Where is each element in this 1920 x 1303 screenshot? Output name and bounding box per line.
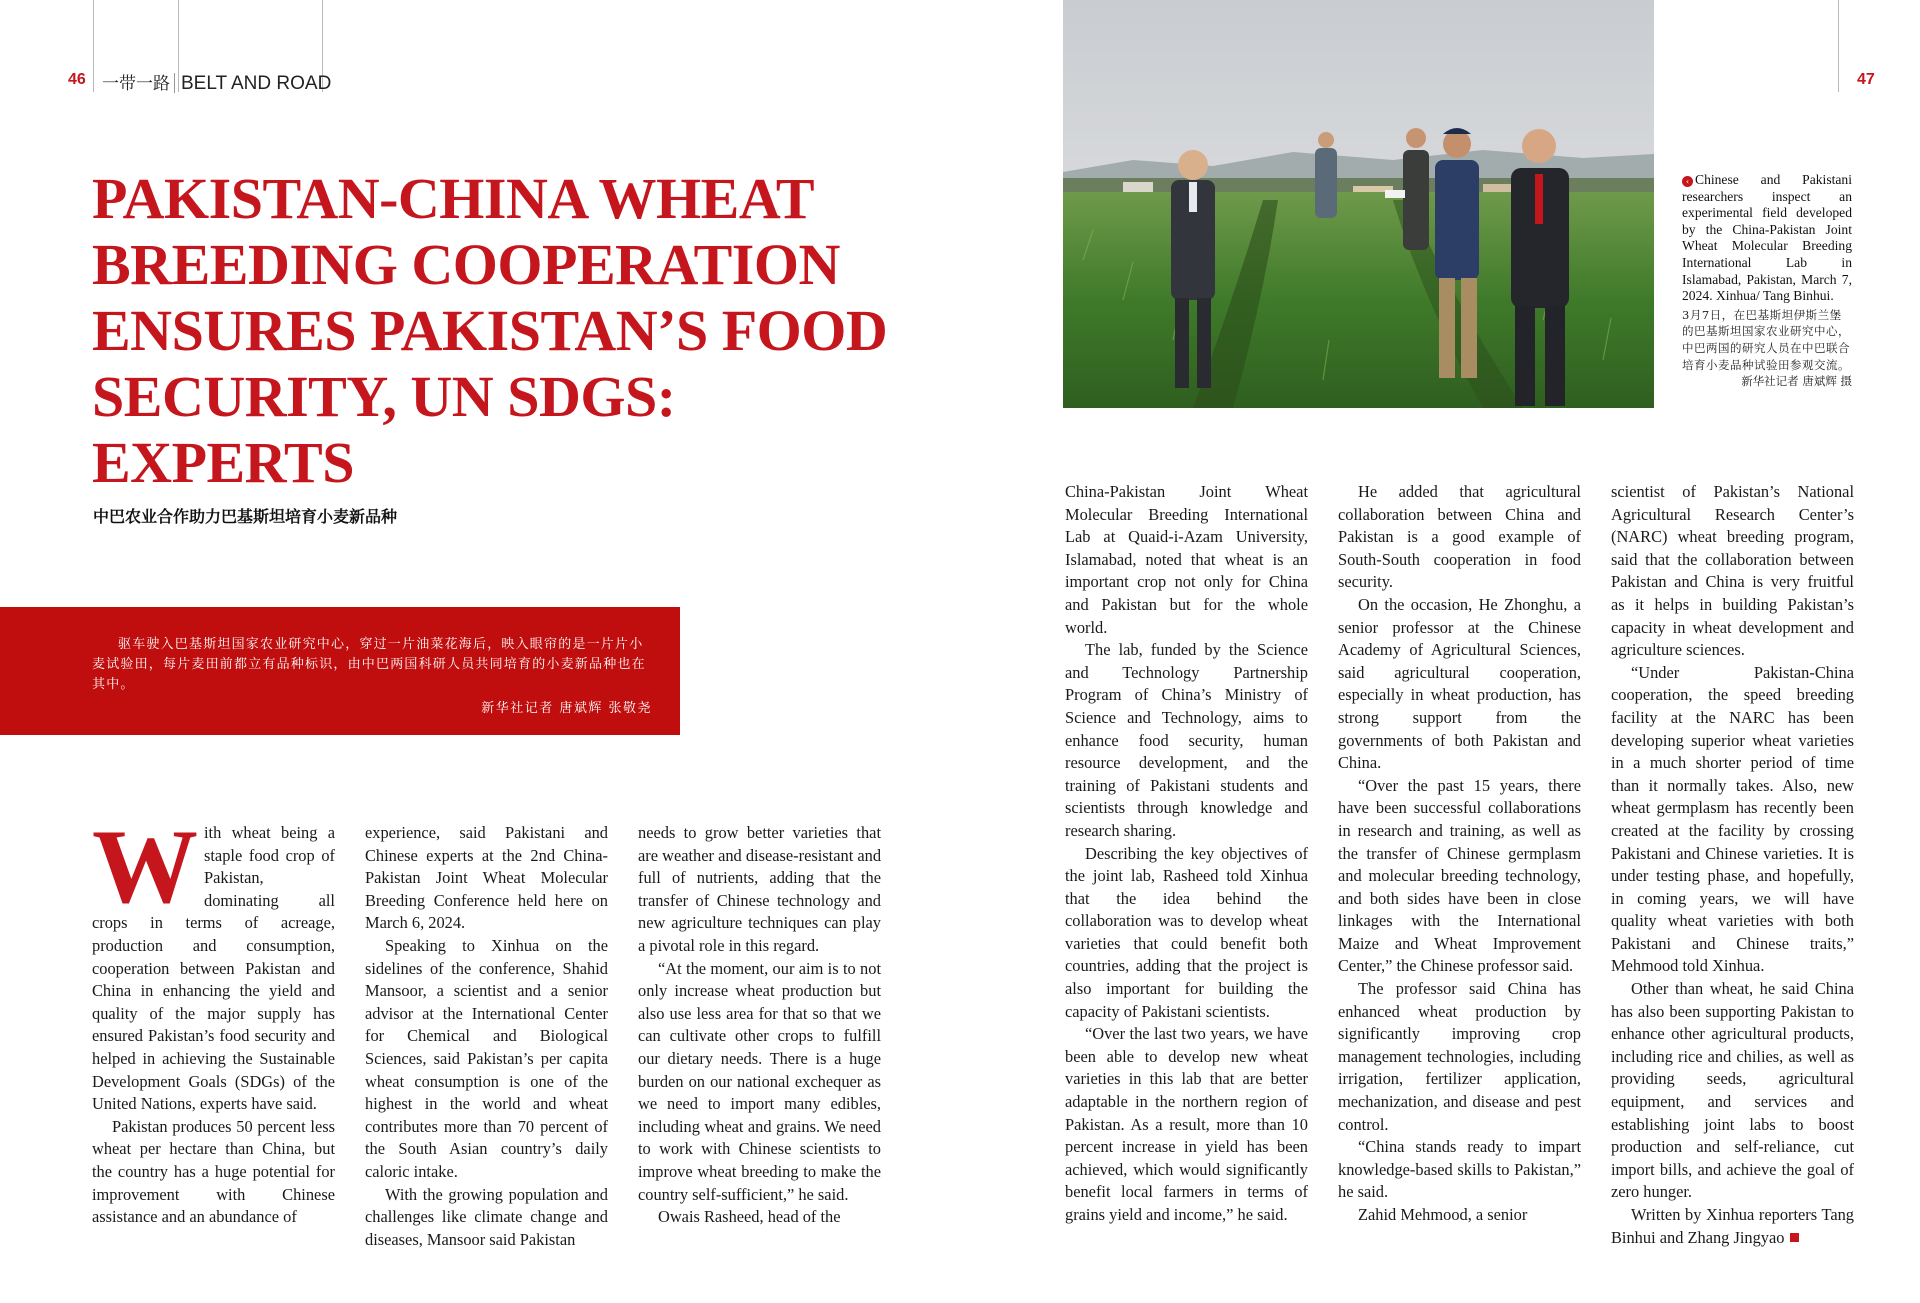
lead-text: 驱车驶入巴基斯坦国家农业研究中心，穿过一片油菜花海后，映入眼帘的是一片片小麦试验田，每片麦田前都立有品种标识，由中巴两国科研人员共同培育的小麦新品种也在其中。	[92, 637, 646, 692]
drop-cap: W	[92, 808, 198, 925]
field-photo-illustration	[1063, 0, 1654, 408]
article-paragraph: “Under Pakistan-China cooperation, the speed breeding facility at the NARC has been developing superior wheat varieties in a much shorter period of time than it normally takes. Also, new wheat germplasm has recently been created at the facility by crossing Pakistani and Chinese varieties. It is under testing phase, and hopefully, in coming years, we will have quality wheat varieties with both Pakistani and Chinese traits,” Mehmood told Xinhua.	[1611, 662, 1854, 976]
article-paragraph: On the occasion, He Zhonghu, a senior professor at the Chinese Academy of Agricultural Sciences, said agricultural cooperation, especially in wheat production, has strong support from the governments of both Pakistan and China.	[1338, 594, 1581, 773]
article-paragraph-text: ith wheat being a staple food crop of Pakistan, dominating all crops in terms of acreage, production and consumption, cooperation between Pakistan and China in enhancing the yield and quality of the major supply has ensured Pakistan’s food security and helped in achieving the Sustainable Development Goals (SDGs) of the United Nations, experts have said.	[92, 823, 335, 1114]
article-paragraph: Describing the key objectives of the joint lab, Rasheed told Xinhua that the idea behind the collaboration was to develop wheat varieties that could benefit both countries, adding that the project is also important for building the capacity of Pakistani scientists.	[1065, 843, 1308, 1021]
end-mark-icon	[1790, 1233, 1799, 1242]
article-paragraph: experience, said Pakistani and Chinese experts at the 2nd China-Pakistan Joint Wheat Molecular Breeding Conference held here on March 6, 2024.	[365, 823, 608, 933]
caption-arrow-icon: ‹	[1682, 176, 1693, 187]
page-number-right: 47	[1857, 71, 1875, 88]
article-paragraph: The lab, funded by the Science and Technology Partnership Program of China’s Ministry of Science and Technology, aims to enhance food security, human resource development, and the training of Pakistani students and scientists through knowledge and research sharing.	[1065, 640, 1308, 840]
article-byline	[1611, 1204, 1854, 1249]
article-paragraph: “Over the past 15 years, there have been successful collaborations in research and training, as well as the transfer of Chinese germplasm and molecular breeding technology, and both sides have been in close linkages with the International Maize and Wheat Improvement Center,” the Chinese professor said.	[1338, 775, 1581, 976]
article-paragraph: “Over the last two years, we have been able to develop new wheat varieties in this lab that are better adaptable in the northern region of Pakistan. As a result, more than 10 percent increase in yield has been achieved, which would significantly benefit local farmers in terms of grains yield and income,” he said.	[1065, 1024, 1308, 1224]
article-paragraph: He added that agricultural collaboration between China and Pakistan is a good example of South-South cooperation in food security.	[1338, 482, 1581, 592]
article-column-5	[1338, 481, 1581, 1227]
article-column-1	[92, 808, 335, 1229]
article-paragraph: Speaking to Xinhua on the sidelines of the conference, Shahid Mansoor, a scientist and a senior advisor at the International Center for Chemical and Biological Sciences, said Pakistan’s per capita wheat consumption is one of the highest in the world and wheat contributes more than 70 percent of the South Asian country’s daily caloric intake.	[365, 935, 608, 1181]
article-paragraph: Other than wheat, he said China has also been supporting Pakistan to enhance other agricultural products, including rice and chilies, as well as providing seeds, agricultural equipment, and services and establishing joint labs to boost production and self-reliance, cut import bills, and achieve the goal of zero hunger.	[1611, 979, 1854, 1202]
article-paragraph: With the growing population and challenges like climate change and diseases, Mansoor said Pakistan	[365, 1184, 608, 1249]
lead-box	[0, 607, 680, 735]
article-paragraph: Owais Rasheed, head of the	[658, 1207, 841, 1227]
article-paragraph: Zahid Mehmood, a senior	[1358, 1205, 1528, 1224]
article-paragraph: China-Pakistan Joint Wheat Molecular Breeding International Lab at Quaid-i-Azam University, Islamabad, noted that wheat is an important crop not only for China and Pakistan but for the whole world.	[1065, 482, 1308, 637]
article-paragraph: scientist of Pakistan’s National Agricultural Research Center’s (NARC) wheat breeding program, said that the collaboration between Pakistan and China is very fruitful as it helps in building Pakistan’s capacity in wheat development and agriculture sciences.	[1611, 482, 1854, 660]
article-column-4	[1065, 481, 1308, 1227]
article-paragraph: “At the moment, our aim is to not only increase wheat production but also use less area for that so that we can cultivate other crops to fulfill our dietary needs. There is a huge burden on our national exchequer as we need to import many edibles, including wheat and grains. We need to work with Chinese scientists to improve wheat breeding to make the country self-sufficient,” he said.	[638, 958, 881, 1204]
article-column-3	[638, 822, 881, 1229]
article-paragraph: needs to grow better varieties that are weather and disease-resistant and full of nutrients, adding that the transfer of Chinese technology and new agriculture techniques can play a pivotal role in this regard.	[638, 823, 882, 955]
photo-caption	[1682, 172, 1852, 389]
subhead-cn: 中巴农业合作助力巴基斯坦培育小麦新品种	[93, 507, 398, 526]
photo-caption-credit: 新华社记者 唐斌辉 摄	[1741, 374, 1852, 389]
photo-caption-en-text: Chinese and Pakistani researchers inspect an experimental field developed by the China-Pakistan Joint Wheat Molecular Breeding International Lab in Islamabad, Pakistan, March 7, 2024. Xinhua/ Tang Binhui.	[1682, 172, 1852, 304]
article-paragraph: “China stands ready to impart knowledge-based skills to Pakistan,” he said.	[1338, 1137, 1581, 1202]
section-label	[102, 69, 331, 95]
article-paragraph: The professor said China has enhanced wheat production by significantly improving crop management technologies, including irrigation, fertilizer application, mechanization, and disease and pest control.	[1338, 979, 1581, 1134]
field-photo	[1063, 0, 1654, 408]
article-byline-text: Written by Xinhua reporters Tang Binhui and Zhang Jingyao	[1611, 1205, 1854, 1247]
lead-byline: 新华社记者 唐斌辉 张敬尧	[481, 701, 652, 716]
article-paragraph	[92, 808, 335, 1116]
section-label-cn: 一带一路	[102, 74, 170, 94]
photo-caption-zh: 3月7日，在巴基斯坦伊斯兰堡的巴基斯坦国家农业研究中心，中巴两国的研究人员在中巴联合培育小麦品种试验田参观交流。	[1682, 307, 1850, 372]
headline: PAKISTAN-CHINA WHEAT BREEDING COOPERATION ENSURES PAKISTAN’S FOOD SECURITY, UN SDGS: EXPERTS	[92, 166, 888, 495]
margin-rule-page2	[1838, 0, 1839, 92]
article-column-2	[365, 822, 608, 1251]
article-column-6	[1611, 481, 1854, 1249]
photo-caption-en	[1682, 172, 1852, 305]
page-number-left: 46	[68, 71, 86, 88]
section-label-en: BELT AND ROAD	[181, 73, 332, 94]
article-paragraph: Pakistan produces 50 percent less wheat per hectare than China, but the country has a huge potential for improvement with Chinese assistance and an abundance of	[92, 1116, 335, 1227]
section-divider	[174, 73, 175, 93]
margin-rule-left	[93, 0, 94, 92]
